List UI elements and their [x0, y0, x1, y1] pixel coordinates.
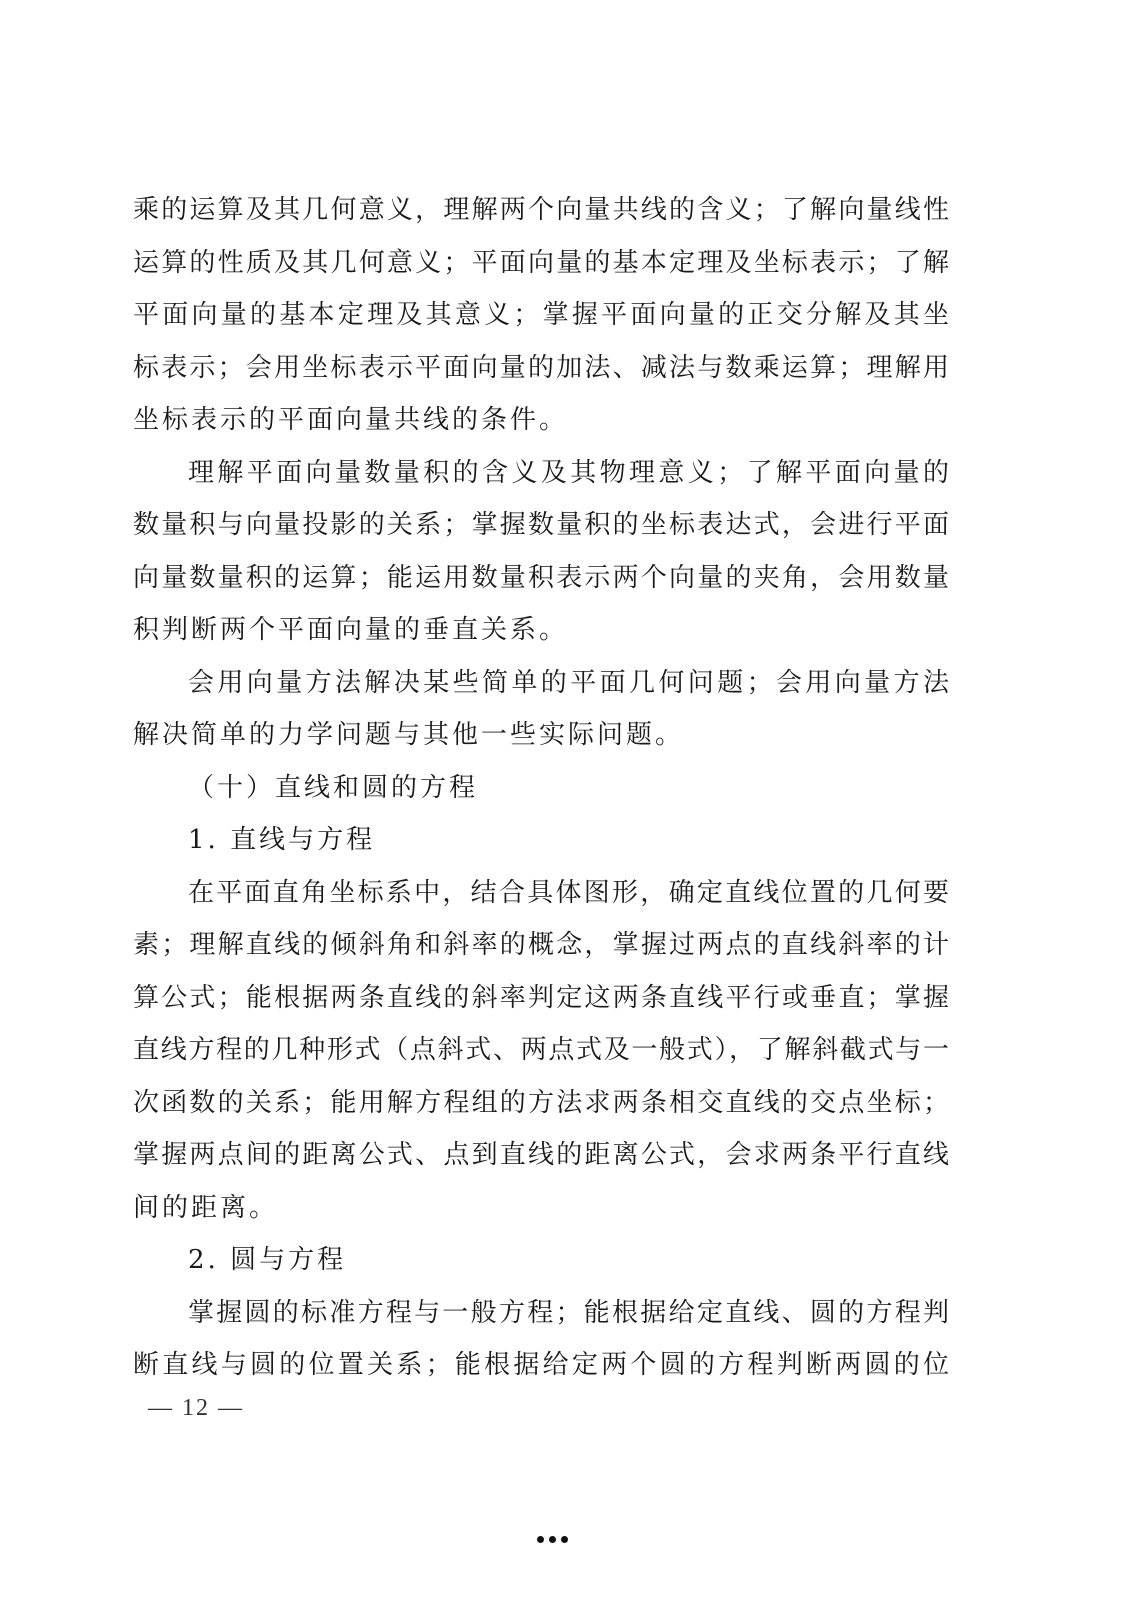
text-line: 积判断两个平面向量的垂直关系。 [133, 615, 569, 645]
dot-icon [561, 1536, 568, 1543]
text-line: 素；理解直线的倾斜角和斜率的概念，掌握过两点的直线斜率的计 [133, 930, 949, 960]
page-number: — 12 — [148, 1395, 244, 1421]
text-line: 掌握圆的标准方程与一般方程；能根据给定直线、圆的方程判 [188, 1297, 949, 1328]
dot-icon [537, 1536, 544, 1543]
text-line: 在平面直角坐标系中，结合具体图形，确定直线位置的几何要 [188, 877, 949, 908]
text-line: 解决简单的力学问题与其他一些实际问题。 [133, 720, 685, 750]
text-line: 断直线与圆的位置关系；能根据给定两个圆的方程判断两圆的位 [133, 1350, 949, 1380]
subsection-heading: 2. 圆与方程 [188, 1245, 347, 1275]
more-dots-icon[interactable] [537, 1536, 568, 1543]
section-heading: （十）直线和圆的方程 [188, 772, 479, 803]
text-line: 间的距离。 [133, 1192, 279, 1223]
text-line: 算公式；能根据两条直线的斜率判定这两条直线平行或垂直；掌握 [133, 982, 949, 1013]
subsection-heading: 1. 直线与方程 [188, 825, 376, 855]
page-body [133, 184, 949, 1392]
text-line: 坐标表示的平面向量共线的条件。 [133, 405, 569, 435]
text-line: 掌握两点间的距离公式、点到直线的距离公式，会求两条平行直线 [133, 1140, 949, 1170]
text-line: 数量积与向量投影的关系；掌握数量积的坐标表达式，会进行平面 [133, 510, 949, 540]
text-line: 运算的性质及其几何意义；平面向量的基本定理及坐标表示；了解 [133, 247, 949, 278]
dot-icon [549, 1536, 556, 1543]
text-line: 向量数量积的运算；能运用数量积表示两个向量的夹角，会用数量 [133, 562, 949, 593]
text-line: 乘的运算及其几何意义，理解两个向量共线的含义；了解向量线性 [133, 195, 949, 225]
text-line: 标表示；会用坐标表示平面向量的加法、减法与数乘运算；理解用 [133, 352, 949, 383]
text-line: 平面向量的基本定理及其意义；掌握平面向量的正交分解及其坐 [133, 300, 949, 330]
text-line: 次函数的关系；能用解方程组的方法求两条相交直线的交点坐标； [133, 1087, 949, 1118]
text-line: 会用向量方法解决某些简单的平面几何问题；会用向量方法 [188, 667, 949, 698]
text-line: 直线方程的几种形式（点斜式、两点式及一般式），了解斜截式与一 [133, 1035, 949, 1065]
text-line: 理解平面向量数量积的含义及其物理意义；了解平面向量的 [188, 457, 949, 488]
